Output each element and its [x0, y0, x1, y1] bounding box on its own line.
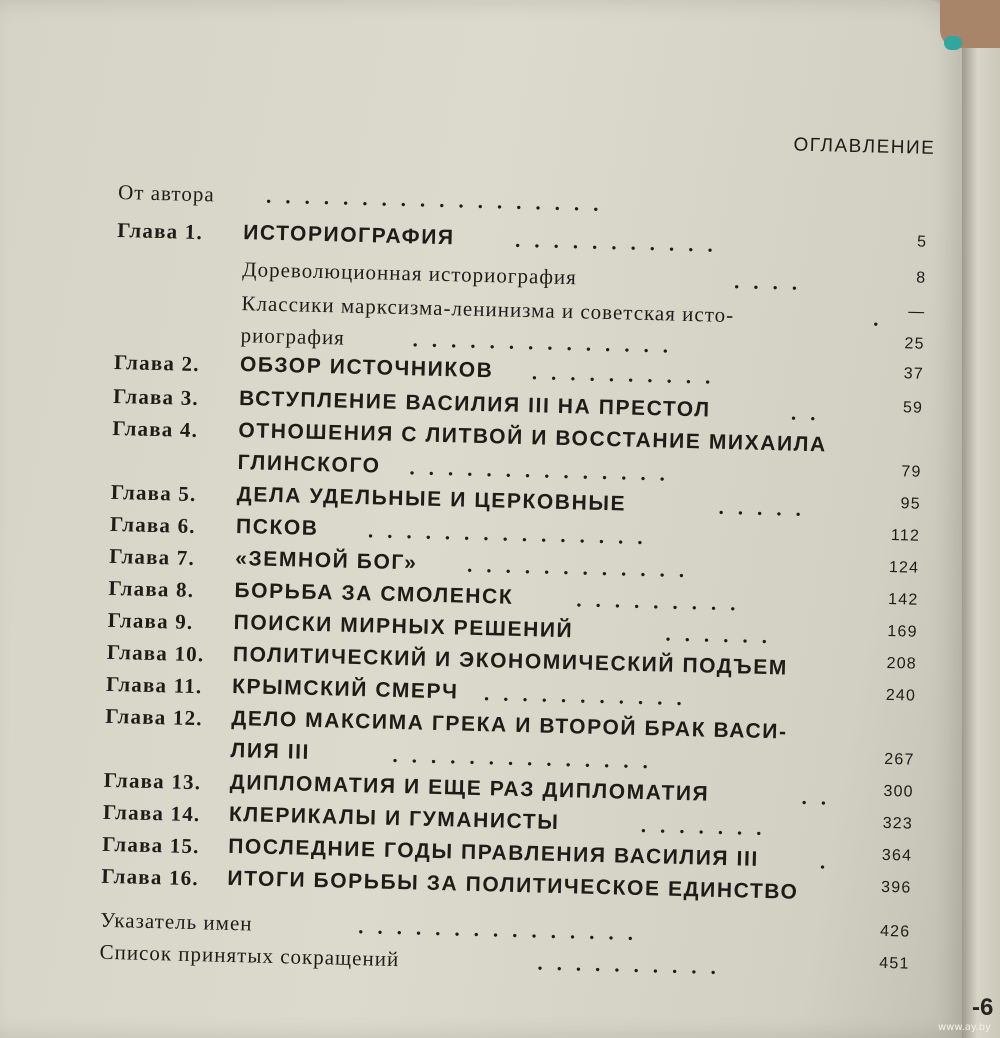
dot-leader: ...............	[358, 914, 648, 946]
entry-title: ВСТУПЛЕНИЕ ВАСИЛИЯ III НА ПРЕСТОЛ	[238, 387, 711, 422]
entry-title: ДЕЛА УДЕЛЬНЫЕ И ЦЕРКОВНЫЕ	[236, 483, 627, 516]
entry-title: риография	[240, 323, 346, 350]
bookmark-thread	[944, 36, 962, 50]
dot-leader: ......	[665, 621, 782, 649]
page-number: 240	[885, 686, 917, 705]
chapter-label: Глава 6.	[109, 511, 197, 539]
entry-title: КРЫМСКИЙ СМЕРЧ	[231, 674, 459, 704]
dot-leader: ..	[801, 784, 841, 810]
page-number: 95	[900, 495, 922, 513]
page-number: 451	[879, 954, 910, 973]
page-number: 79	[901, 463, 922, 481]
chapter-label: Глава 4.	[112, 415, 199, 443]
entry-title: ОТНОШЕНИЯ С ЛИТВОЙ И ВОССТАНИЕ МИХАИЛА	[238, 419, 828, 457]
page-number: 8	[916, 269, 927, 287]
dot-leader: ............	[466, 552, 699, 583]
entry-title: ИСТОРИОГРАФИЯ	[242, 221, 455, 250]
chapter-label: Глава 11.	[105, 671, 203, 699]
dot-leader: ..........	[537, 950, 731, 980]
page-number: 59	[902, 399, 924, 417]
page-number: 323	[882, 814, 914, 833]
entry-title: ЛИЯ III	[230, 738, 311, 764]
dot-leader: ..............	[412, 327, 683, 358]
entry-title: ПОСЛЕДНИЕ ГОДЫ ПРАВЛЕНИЯ ВАСИЛИЯ III	[227, 834, 760, 871]
page-number: 267	[884, 750, 915, 769]
page-number: 396	[880, 878, 912, 897]
dot-leader: ...........	[514, 227, 728, 257]
page-number: —	[908, 303, 926, 321]
side-page-number: -6	[972, 994, 994, 1021]
toc-heading: ОГЛАВЛЕНИЕ	[793, 134, 936, 159]
page-number: 25	[904, 335, 925, 353]
entry-title: Указатель имен	[100, 907, 253, 936]
entry-title: ОБЗОР ИСТОЧНИКОВ	[239, 353, 494, 383]
chapter-label: Глава 10.	[106, 639, 205, 667]
next-page-edge	[962, 40, 1000, 1038]
chapter-label: Глава 8.	[108, 575, 195, 602]
entry-title: ГЛИНСКОГО	[237, 451, 381, 478]
dot-leader: ...............	[367, 518, 657, 550]
entry-title: От автора	[117, 180, 215, 207]
entry-title: КЛЕРИКАЛЫ И ГУМАНИСТЫ	[228, 802, 560, 834]
page-number: 5	[916, 233, 928, 251]
dot-leader: ..................	[265, 183, 613, 217]
dot-leader: .....	[718, 494, 816, 522]
page-number: 37	[903, 365, 925, 383]
entry-title: Дореволюционная историография	[242, 257, 578, 290]
chapter-label: Глава 2.	[113, 349, 201, 377]
chapter-label: Глава 1.	[116, 218, 204, 245]
dot-leader: ..............	[392, 742, 663, 774]
dot-leader: .	[873, 306, 893, 331]
page-number: 364	[881, 846, 913, 865]
entry-title: ИТОГИ БОРЬБЫ ЗА ПОЛИТИЧЕСКОЕ ЕДИНСТВО	[227, 866, 799, 904]
page-number: 426	[879, 922, 911, 941]
entry-title: Классики марксизма-ленинизма и советская исто-	[241, 291, 735, 328]
dot-leader: ..............	[409, 455, 680, 486]
page-number: 169	[887, 622, 918, 641]
dot-leader: ..........	[531, 360, 725, 389]
dot-leader: .	[819, 849, 840, 874]
dot-leader: .........	[576, 587, 750, 616]
entry-title: ПСКОВ	[235, 515, 319, 541]
chapter-label: Глава 9.	[107, 607, 194, 634]
chapter-label: Глава 15.	[101, 831, 200, 859]
dot-leader: ....	[733, 269, 812, 295]
entry-title: ДИПЛОМАТИЯ И ЕЩЕ РАЗ ДИПЛОМАТИЯ	[229, 770, 710, 806]
dot-leader: ..	[790, 400, 830, 426]
chapter-label: Глава 12.	[105, 703, 204, 731]
entry-title: Список принятых сокращений	[99, 939, 400, 972]
page-number: 112	[890, 527, 921, 545]
entry-title: «ЗЕМНОЙ БОГ»	[234, 547, 418, 575]
chapter-label: Глава 7.	[109, 543, 196, 571]
chapter-label: Глава 13.	[103, 767, 202, 795]
watermark: www.ay.by	[938, 1022, 991, 1033]
chapter-label: Глава 16.	[101, 863, 200, 891]
page-number: 142	[887, 590, 919, 609]
chapter-label: Глава 5.	[110, 479, 197, 507]
entry-title: ПОИСКИ МИРНЫХ РЕШЕНИЙ	[233, 610, 574, 643]
chapter-label: Глава 3.	[112, 383, 200, 411]
entry-title: ДЕЛО МАКСИМА ГРЕКА И ВТОРОЙ БРАК ВАСИ-	[231, 706, 788, 744]
entry-title: ПОЛИТИЧЕСКИЙ И ЭКОНОМИЧЕСКИЙ ПОДЪЕМ	[232, 642, 789, 680]
page-number: 208	[886, 654, 918, 673]
entry-title: БОРЬБА ЗА СМОЛЕНСК	[234, 578, 514, 609]
page-number: 300	[883, 782, 914, 801]
page-number: 124	[888, 558, 920, 577]
dot-leader: .......	[640, 812, 776, 841]
chapter-label: Глава 14.	[102, 799, 201, 827]
dot-leader: ...........	[483, 681, 697, 711]
